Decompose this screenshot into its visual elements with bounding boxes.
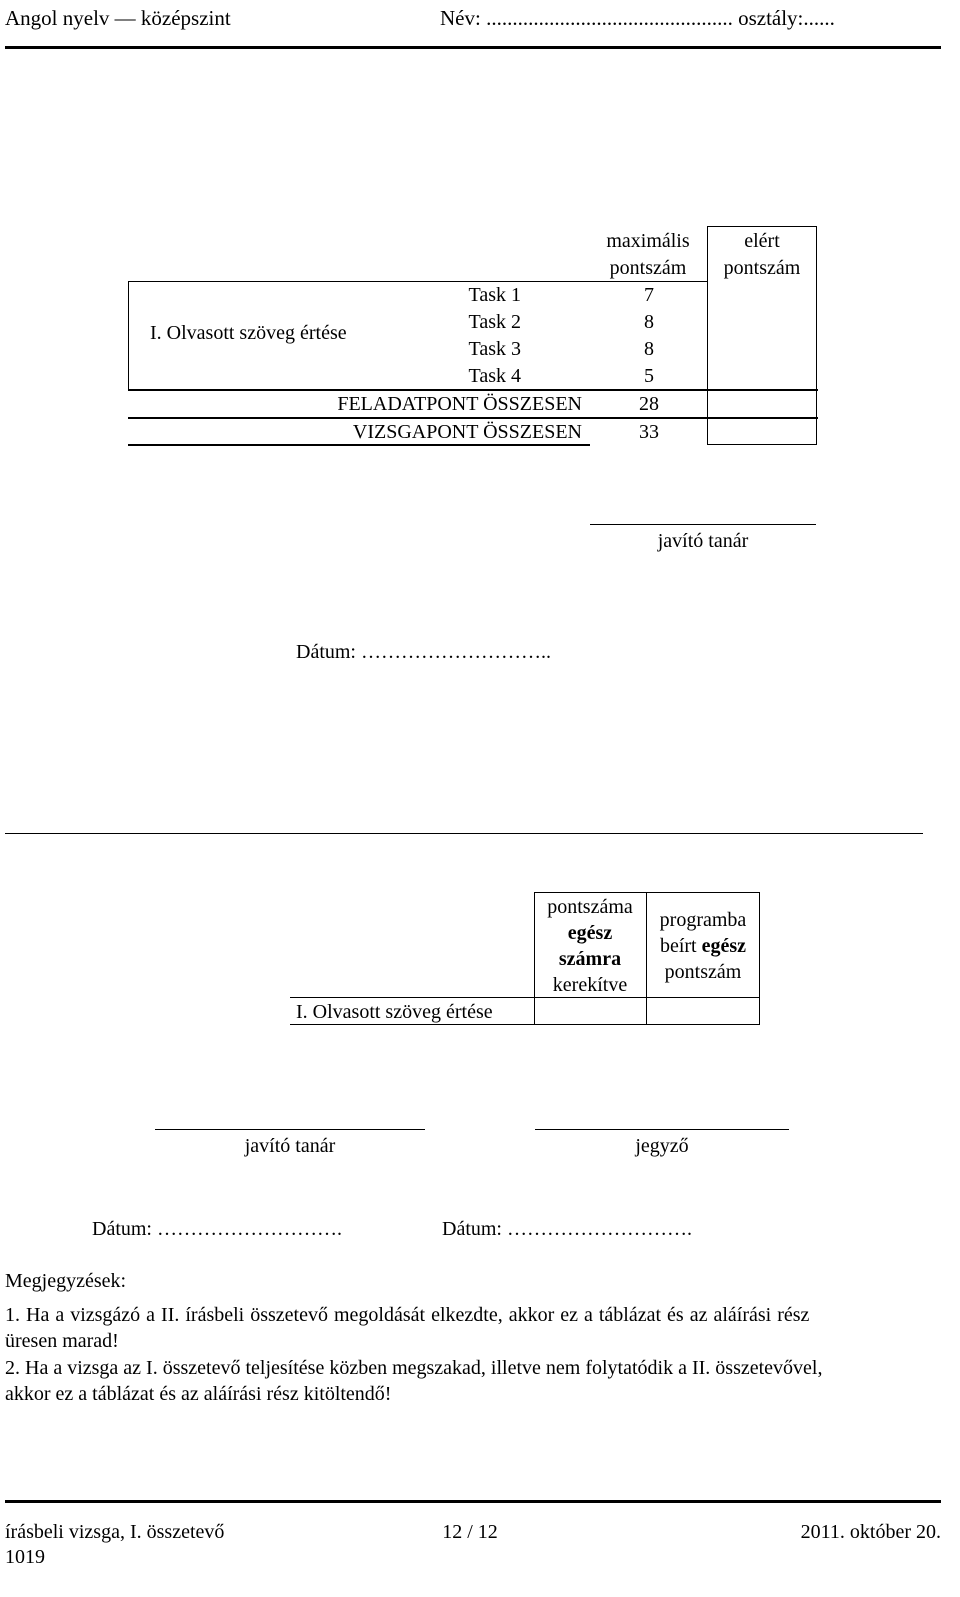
total-rule-bottom [128, 444, 590, 446]
rounded-score-header-line3: számra [558, 948, 622, 970]
rounded-score-header-line4: kerekítve [552, 974, 628, 996]
col-got-header-line2: pontszám [723, 257, 801, 279]
task-label: Task 1 [468, 284, 521, 306]
task-max-value: 7 [644, 284, 654, 306]
header-rule [5, 46, 941, 49]
total-rule-mid [128, 417, 818, 419]
exam-total-value: 33 [639, 421, 659, 443]
subject-header: Angol nyelv — középszint [5, 6, 231, 30]
exam-total-label: VIZSGAPONT ÖSSZESEN [352, 421, 582, 443]
note-1-line-2: üresen marad! [5, 1330, 119, 1352]
total-rule-top [128, 389, 818, 391]
task-label: Task 3 [468, 338, 521, 360]
section-label: I. Olvasott szöveg értése [150, 322, 347, 344]
program-score-header-line3: pontszám [664, 961, 742, 983]
name-class-field: Név: ............................................... osztály:...... [440, 6, 835, 30]
task-max-value: 8 [644, 338, 654, 360]
task-total-value: 28 [639, 393, 659, 415]
admin-table-label-row-bottom [290, 1024, 534, 1025]
teacher-role-label-2: javító tanár [244, 1135, 336, 1157]
registrar-role-label: jegyző [635, 1135, 689, 1157]
task-total-label: FELADATPONT ÖSSZESEN [337, 393, 582, 415]
section-separator [5, 833, 923, 834]
col-got-header-line1: elért [744, 230, 780, 252]
teacher-signature-line-2 [155, 1129, 425, 1130]
note-2-line-2: akkor ez a táblázat és az aláírási rész kitöltendő! [5, 1383, 392, 1405]
program-score-header-line2: beírt egész [659, 935, 747, 957]
admin-table-label-row-top [290, 997, 534, 998]
footer-date: 2011. október 20. [800, 1521, 941, 1543]
teacher-role-label: javító tanár [657, 530, 749, 552]
date-field-right: Dátum: ………………………. [442, 1218, 692, 1240]
registrar-signature-line [535, 1129, 789, 1130]
col-max-header-line2: pontszám [609, 257, 687, 279]
footer-page-number: 12 / 12 [442, 1521, 498, 1543]
task-max-value: 8 [644, 311, 654, 333]
admin-table-row-divider [534, 997, 760, 998]
notes-title: Megjegyzések: [5, 1270, 127, 1292]
teacher-signature-line [590, 524, 816, 525]
note-1-line-1: 1. Ha a vizsgázó a II. írásbeli összetevő megoldását elkezdte, akkor ez a táblázat és az aláírási rész [5, 1304, 810, 1326]
program-score-header-line1: programba [659, 909, 747, 931]
footer-code: 1019 [5, 1546, 45, 1568]
col-max-header-line1: maximális [606, 230, 690, 252]
date-field-left: Dátum: ………………………. [92, 1218, 342, 1240]
task-label: Task 4 [468, 365, 521, 387]
rounded-score-header-line1: pontszáma [547, 896, 633, 918]
admin-row-label: I. Olvasott szöveg értése [296, 1001, 493, 1023]
footer-rule [5, 1500, 941, 1503]
note-2-line-1: 2. Ha a vizsga az I. összetevő teljesítése közben megszakad, illetve nem folytatódik a II. összetevővel, [5, 1357, 823, 1379]
task-label: Task 2 [468, 311, 521, 333]
date-field: Dátum: ……………………….. [296, 641, 551, 663]
footer-exam-label: írásbeli vizsga, I. összetevő [5, 1521, 225, 1543]
rounded-score-header-line2: egész [567, 922, 613, 944]
task-max-value: 5 [644, 365, 654, 387]
